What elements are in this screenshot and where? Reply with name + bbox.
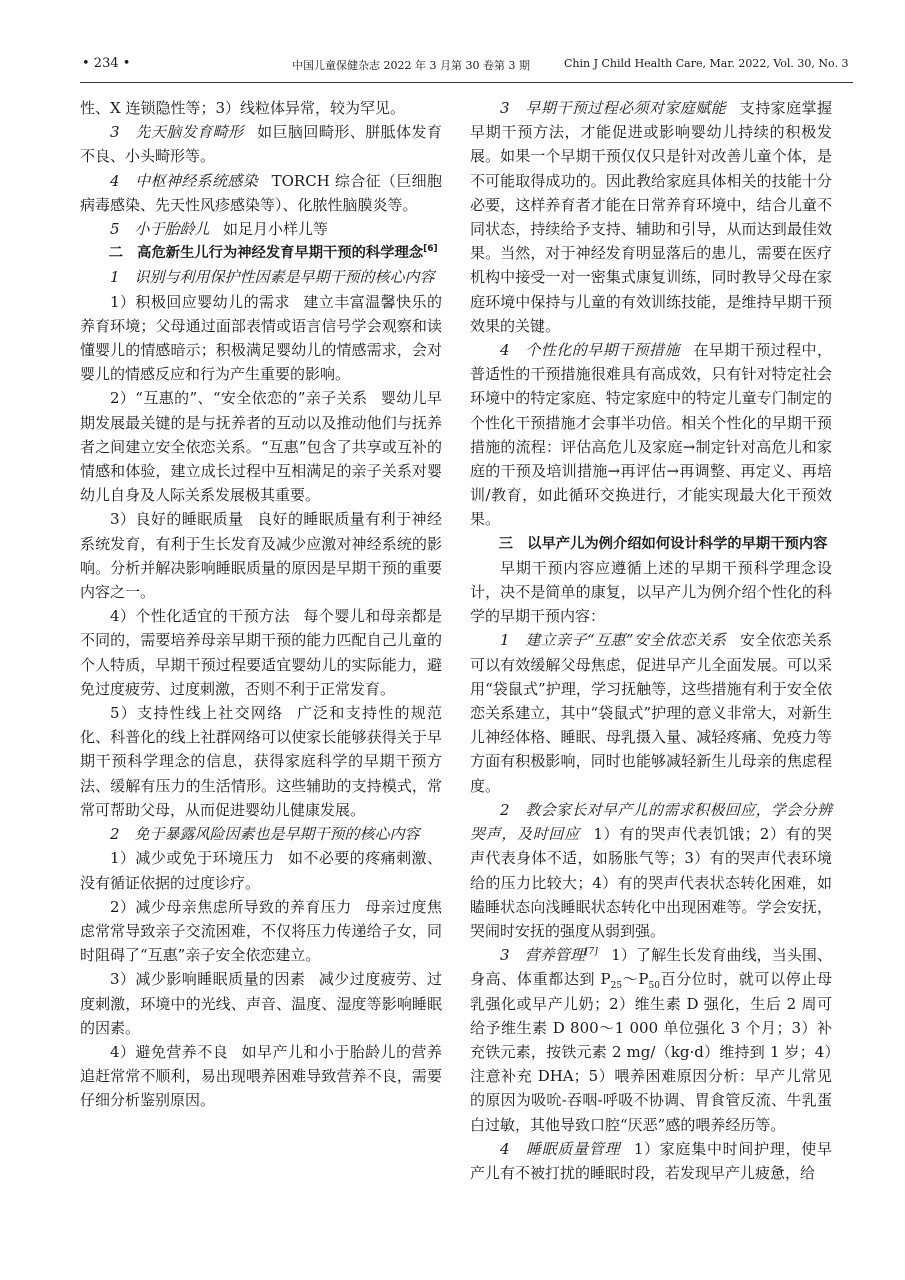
item-body: 在早期干预过程中，普适性的干预措施很难具有高成效，只有针对特定社会环境中的特定家庭、特定家庭中的特定儿童专门制定的个性化干预措施才会事半功倍。相关个性化的早期干预措施的流程：评估高危儿及家庭→制定针对高危儿和家庭的干预及培训措施→再评估→再调整、再定义、再培训/教育，如此循环交换进行，才能实现最大化干预效果。 — [470, 341, 832, 529]
item-body: 如早产儿和小于胎龄儿的营养追赶常常不顺利，易出现喂养困难导致营养不良，需要仔细分析鉴别原因。 — [80, 1042, 442, 1110]
item-lead: 5 小于胎龄儿 — [110, 220, 210, 239]
paragraph — [80, 895, 442, 968]
running-header — [0, 56, 905, 80]
item-body: 建立丰富温馨快乐的养育环境；父母通过面部表情或语言信号学会观察和读懂婴儿的情感暗示；积极满足婴幼儿的情感需求，会对婴儿的情感反应和行为产生重要的影响。 — [80, 292, 442, 384]
item-lead — [500, 946, 598, 964]
item-body: 良好的睡眠质量有利于神经系统发育，有利于生长发育及减少应激对神经系统的影响。分析并解决影响睡眠质量的原因是早期干预的重要内容之一。 — [80, 510, 442, 602]
subsection-title: 2 免于暴露风险因素也是早期干预的核心内容 — [110, 825, 420, 844]
subsection-heading — [80, 822, 442, 846]
item-lead: 1）积极回应婴幼儿的需求 — [110, 292, 290, 311]
item-lead: 5）支持性线上社交网络 — [110, 704, 284, 723]
item-body: 支持家庭掌握早期干预方法，才能促进或影响婴幼儿持续的积极发展。如果一个早期干预仅仅只是针对改善儿童个体，是不可能取得成功的。因此教给家庭具体相关的技能十分必要，这样养育者才能在日常养育环境中，结合儿童不同状态，持续给予支持、辅助和引导，从而达到最佳效果。当然，对于神经发育明显落后的患儿，需要在医疗机构中接受一对一密集式康复训练，同时教导父母在家庭环境中保持与儿童的有效训练技能，是维持早期干预效果的关键。 — [470, 99, 832, 335]
item-lead: 4 中枢神经系统感染 — [110, 171, 259, 190]
item-lead: 4）个性化适宜的干预方法 — [110, 607, 290, 626]
header-rule — [80, 82, 853, 83]
item-body: 1）了解生长发育曲线，当头围、身高、体重都达到 P — [470, 946, 833, 989]
item-body: 1）家庭集中时间护理，使早产儿有不被打扰的睡眠时段，若发现早产儿疲惫，给 — [470, 1139, 833, 1182]
item-lead: 1）减少或免于环境压力 — [110, 849, 275, 868]
paragraph — [80, 846, 442, 894]
paragraph — [80, 290, 442, 387]
item-body: 如足月小样儿等 — [223, 220, 329, 239]
paragraph — [470, 628, 832, 797]
percentile-subscript: 25 — [610, 981, 623, 992]
item-body: 如不必要的疼痛刺激、没有循证依据的过度诊疗。 — [80, 849, 442, 892]
paragraph — [470, 96, 832, 338]
section-title: 三 以早产儿为例介绍如何设计科学的早期干预内容 — [498, 535, 828, 552]
item-lead: 2）“互惠的”、“安全依恋的”亲子关系 — [110, 389, 368, 408]
item-lead: 2）减少母亲焦虑所导致的养育压力 — [110, 897, 352, 916]
paragraph — [470, 798, 832, 943]
item-body: 广泛和支持性的规范化、科普化的线上社群网络可以使家长能够获得关于早期干预科学理念的信息，获得家庭科学的早期干预方法、缓解有压力的生活情形。这些辅助的支持模式，常常可帮助父母，从而促进婴幼儿健康发展。 — [80, 704, 442, 819]
item-body: 安全依恋关系可以有效缓解父母焦虑，促进早产儿全面发展。可以采用“袋鼠式”护理，学习抚触等，这些措施有利于安全依恋关系建立，其中“袋鼠式”护理的意义非常大，对新生儿神经体格、睡眠、母乳摄入量、减轻疼痛、免疫力等方面有积极影响，同时也能够减轻新生儿母亲的焦虑程度。 — [470, 631, 832, 795]
paragraph — [80, 120, 442, 168]
item-body: 婴幼儿早期发展最关键的是与抚养者的互动以及推动他们与抚养者之间建立安全依恋关系。“互惠”包含了共享或互补的情感和体验，建立成长过程中互相满足的亲子关系对婴幼儿自身及人际关系发展极其重要。 — [80, 389, 442, 505]
paragraph — [80, 169, 442, 217]
citation-ref: [7] — [585, 947, 598, 958]
item-lead: 3 早期干预过程必须对家庭赋能 — [500, 99, 727, 117]
journal-title-en: Chin J Child Health Care, Mar. 2022, Vol. 30, No. 3 — [564, 57, 849, 70]
subsection-title: 1 识别与利用保护性因素是早期干预的核心内容 — [110, 268, 435, 287]
item-body: 百分位时，就可以停止母乳强化或早产儿奶；2）维生素 D 强化，生后 2 周可给予维生素 D 800～1 000 单位强化 3 个月；3）补充铁元素，按铁元素 2 mg/（kg·d）维持到 1 岁；4）注意补充 DHA；5）喂养困难原因分析：早产儿常见的原因为吸吮-吞咽-呼吸不协调、胃食管反流、牛乳蛋白过敏，其他导致口腔“厌恶”感的喂养经历等。 — [470, 970, 832, 1134]
paragraph — [470, 338, 832, 532]
right-column — [470, 96, 832, 1185]
paragraph — [470, 943, 832, 1137]
item-lead: 4 个性化的早期干预措施 — [500, 341, 680, 360]
paragraph — [80, 1040, 442, 1113]
paragraph: 性、X 连锁隐性等；3）线粒体异常，较为罕见。 — [80, 99, 405, 117]
section-heading — [80, 241, 442, 265]
item-body: 减少过度疲劳、过度刺激，环境中的光线、声音、温度、湿度等影响睡眠的因素。 — [80, 970, 442, 1037]
section-title: 二 高危新生儿行为神经发育早期干预的科学理念 — [108, 245, 424, 262]
item-lead: 3 先天脑发育畸形 — [110, 123, 244, 142]
item-lead: 3）良好的睡眠质量 — [110, 510, 244, 529]
item-lead: 2 教会家长对早产儿的需求积极回应，学会分辨哭声，及时回应 — [470, 800, 832, 844]
paragraph: 早期干预内容应遵循上述的早期干预科学理念设计，决不是简单的康复，以早产儿为例介绍个性化的科学的早期干预内容： — [470, 558, 832, 626]
percentile-subscript: 50 — [648, 981, 660, 992]
paragraph — [80, 507, 442, 604]
item-lead: 3）减少影响睡眠质量的因素 — [110, 970, 306, 989]
citation-ref: [6] — [423, 244, 438, 255]
paragraph — [80, 967, 442, 1040]
paragraph — [80, 604, 442, 701]
left-column — [80, 96, 442, 1113]
item-body: ～P — [622, 970, 649, 989]
item-lead: 4）避免营养不良 — [110, 1042, 229, 1061]
item-lead: 1 建立亲子“互惠”安全依恋关系 — [500, 631, 727, 650]
paragraph — [470, 1137, 832, 1185]
item-lead: 4 睡眠质量管理 — [500, 1139, 621, 1158]
subsection-heading — [80, 265, 442, 289]
item-body: 1）有的哭声代表饥饿；2）有的哭声代表身体不适，如肠胀气等；3）有的哭声代表环境给的压力比较大；4）有的哭声代表状态转化困难，如瞌睡状态向浅睡眠状态转化中出现困难等。学会安抚，哭闹时安抚的强度从弱到强。 — [470, 825, 832, 940]
paragraph — [80, 701, 442, 822]
journal-title-cn: 中国儿童保健杂志 2022 年 3 月第 30 卷第 3 期 — [292, 59, 530, 72]
page-number: • 234 • — [82, 56, 131, 71]
paragraph — [80, 386, 442, 507]
item-body: 母亲过度焦虑常常导致亲子交流困难，不仅将压力传递给子女，同时阻碍了“互惠”亲子安全依恋建立。 — [80, 897, 442, 965]
item-body: 每个婴儿和母亲都是不同的，需要培养母亲早期干预的能力匹配自己儿童的个人特质，早期干预过程要适宜婴幼儿的实际能力，避免过度疲劳、过度刺激，否则不利于正常发育。 — [80, 607, 442, 698]
paragraph — [80, 217, 442, 241]
item-body: TORCH 综合征（巨细胞病毒感染、先天性风疹感染等）、化脓性脑膜炎等。 — [80, 171, 442, 214]
item-body: 如巨脑回畸形、胼胝体发育不良、小头畸形等。 — [80, 123, 442, 166]
section-heading — [470, 532, 832, 556]
item-lead-text: 3 营养管理 — [500, 946, 586, 965]
